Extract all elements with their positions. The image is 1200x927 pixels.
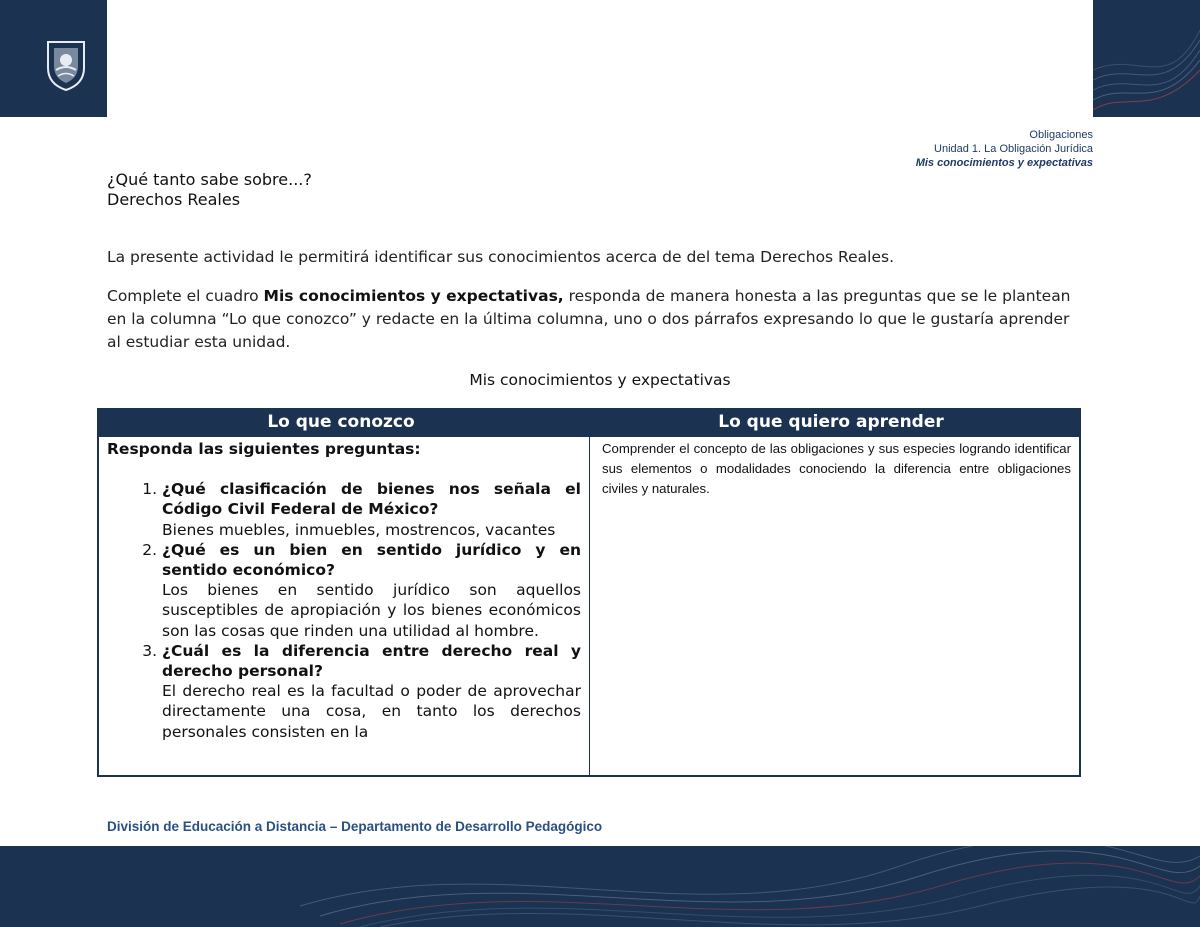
footer-text: División de Educación a Distancia – Departamento de Desarrollo Pedagógico: [107, 819, 603, 834]
list-item: [162, 479, 581, 540]
decorative-wave: [1093, 0, 1200, 117]
university-seal-logo: [42, 38, 90, 92]
table-body: [99, 437, 1079, 777]
course-name: Obligaciones: [1029, 129, 1093, 141]
question-text: 3. ¿Cuál es la diferencia entre derecho real y derecho personal?: [162, 641, 581, 681]
answer-text: Bienes muebles, inmuebles, mostrencos, vacantes: [162, 520, 556, 539]
table-caption: Mis conocimientos y expectativas: [469, 371, 731, 389]
instructions-paragraph: Complete el cuadro Mis conocimientos y expectativas, responda de manera honesta a las preguntas que se le plantean en la columna “Lo que conozco” y redacte en la última columna, uno o dos párrafos expresando lo que le gustaría aprender al estudiar esta unidad.: [107, 287, 1071, 351]
table-header: [99, 410, 1079, 437]
intro-paragraph: La presente actividad le permitirá identificar sus conocimientos acerca de del tema Derechos Reales.: [107, 248, 895, 266]
questions-intro: Responda las siguientes preguntas:: [107, 440, 421, 458]
list-item: [162, 641, 581, 742]
column-lo-que-quiero-aprender: [590, 437, 1079, 777]
question-text: 2. ¿Qué es un bien en sentido jurídico y en sentido económico?: [162, 540, 581, 580]
answer-text: El derecho real es la facultad o poder de aprovechar directamente una cosa, en tanto los derechos personales consisten en la: [162, 682, 581, 741]
header-band-left: [0, 0, 107, 117]
knowledge-table: [97, 408, 1081, 777]
header-lo-que-conozco: Lo que conozco: [267, 412, 415, 432]
column-lo-que-conozco: [99, 437, 590, 777]
answer-text: Los bienes en sentido jurídico son aquellos susceptibles de apropiación y los bienes económicos son las cosas que rinden una utilidad al hombre.: [162, 581, 581, 640]
header-lo-que-quiero-aprender: Lo que quiero aprender: [718, 412, 944, 432]
activity-name: Mis conocimientos y expectativas: [915, 157, 1093, 169]
header-band-right: [1093, 0, 1200, 117]
list-item: [162, 540, 581, 641]
learning-goal-text: Comprender el concepto de las obligaciones y sus especies logrando identificar sus elementos o modalidades conociendo la diferencia entre obligaciones civiles y naturales.: [602, 441, 1071, 497]
title-line-1: ¿Qué tanto sabe sobre...?: [107, 170, 312, 189]
question-text: 1. ¿Qué clasificación de bienes nos señala el Código Civil Federal de México?: [162, 480, 581, 519]
footer-band: [0, 846, 1200, 927]
page-title: [107, 170, 312, 210]
unit-name: Unidad 1. La Obligación Jurídica: [934, 143, 1093, 155]
decorative-wave: [0, 846, 1200, 927]
instructions-bold: Mis conocimientos y expectativas,: [263, 287, 564, 305]
questions-list: [107, 479, 581, 742]
document-header: [916, 128, 1093, 170]
title-line-2: Derechos Reales: [107, 190, 241, 209]
